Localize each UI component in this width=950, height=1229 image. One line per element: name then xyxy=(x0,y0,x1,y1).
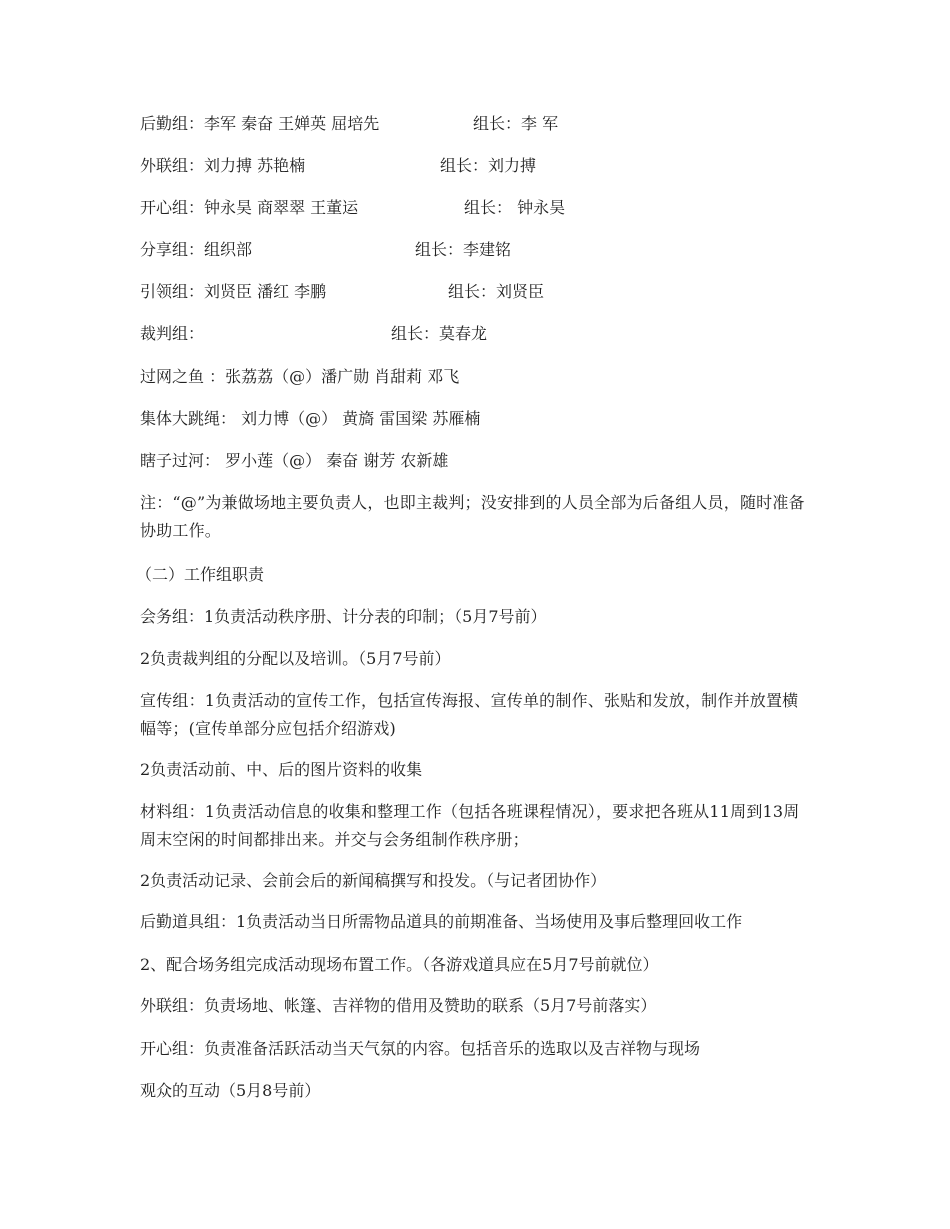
group-leader: 组长：李建铭 xyxy=(415,240,512,259)
duty-line: 后勤道具组：1负责活动当日所需物品道具的前期准备、当场使用及事后整理回收工作 xyxy=(140,912,743,931)
game-assignment: 集体大跳绳： 刘力博（@） 黄旖 雷国梁 苏雁楠 xyxy=(140,409,481,428)
duty-line: 观众的互动（5月8号前） xyxy=(140,1081,321,1100)
duty-line: 外联组：负责场地、帐篷、吉祥物的借用及赞助的联系（5月7号前落实） xyxy=(140,996,657,1015)
group-members-line: 引领组：刘贤臣 潘红 李鹏 xyxy=(140,282,327,301)
game-assignment: 过网之鱼 ：张荔荔（@）潘广勋 肖甜莉 邓飞 xyxy=(140,367,460,386)
game-assignment: 瞎子过河： 罗小莲（@） 秦奋 谢芳 农新雄 xyxy=(140,451,449,470)
duty-line: 会务组：1负责活动秩序册、计分表的印制；（5月7号前） xyxy=(140,607,547,626)
note-paragraph: 注：“@”为兼做场地主要负责人，也即主裁判；没安排到的人员全部为后备组人员，随时准备协助工作。 xyxy=(140,493,805,540)
group-members-line: 裁判组： xyxy=(140,324,205,343)
duty-line: 2负责活动前、中、后的图片资料的收集 xyxy=(140,760,423,779)
group-leader: 组长：莫春龙 xyxy=(391,324,488,343)
group-members-line: 分享组：组织部 xyxy=(140,240,253,259)
group-leader: 组长：刘贤臣 xyxy=(448,282,545,301)
group-leader: 组长： 钟永昊 xyxy=(464,198,566,217)
group-members-line: 后勤组：李军 秦奋 王婵英 屈培先 xyxy=(140,114,380,133)
duty-line: 2负责活动记录、会前会后的新闻稿撰写和投发。（与记者团协作） xyxy=(140,871,607,890)
duty-line: 2、配合场务组完成活动现场布置工作。（各游戏道具应在5月7号前就位） xyxy=(140,955,659,974)
section-title: （二）工作组职责 xyxy=(136,565,265,584)
duty-paragraph: 宣传组：1负责活动的宣传工作，包括宣传海报、宣传单的制作、张贴和发放，制作并放置横幅等；(宣传单部分应包括介绍游戏) xyxy=(140,691,799,738)
duty-line: 开心组：负责准备活跃活动当天气氛的内容。包括音乐的选取以及吉祥物与现场 xyxy=(140,1039,701,1058)
duty-line: 2负责裁判组的分配以及培训。（5月7号前） xyxy=(140,649,451,668)
group-members-line: 开心组：钟永昊 商翠翠 王董运 xyxy=(140,198,359,217)
group-leader: 组长：刘力搏 xyxy=(440,156,537,175)
duty-paragraph: 材料组：1负责活动信息的收集和整理工作（包括各班课程情况），要求把各班从11周到13周周末空闲的时间都排出来。并交与会务组制作秩序册； xyxy=(140,802,800,849)
group-leader: 组长：李 军 xyxy=(473,114,559,133)
group-members-line: 外联组：刘力搏 苏艳楠 xyxy=(140,156,306,175)
